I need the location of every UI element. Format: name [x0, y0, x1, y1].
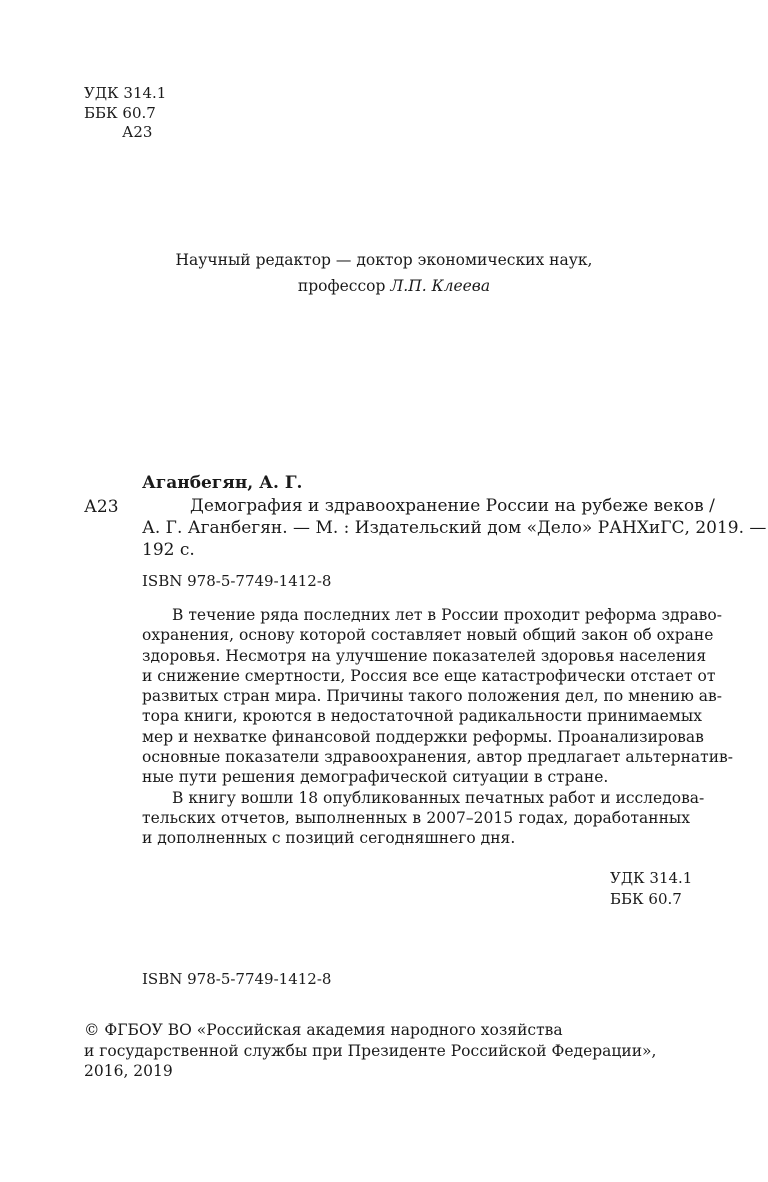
bibliographic-record	[142, 495, 767, 561]
copyright-notice	[84, 1020, 656, 1082]
udk-code: УДК 314.1	[84, 84, 167, 102]
abstract	[142, 605, 734, 849]
editor-title: профессор	[297, 277, 386, 295]
abstract-line: мер и нехватке финансовой поддержки реформы. Проанализировав	[142, 727, 704, 746]
author-heading: Аганбегян, А. Г.	[142, 473, 303, 493]
abstract-line: охранения, основу которой составляет новый общий закон об охране	[142, 626, 714, 645]
classification-codes-right	[610, 868, 692, 910]
bbk-code: ББК 60.7	[84, 103, 156, 122]
abstract-line: ные пути решения демографической ситуации в стране.	[142, 768, 609, 787]
editor-name: Л.П. Клеева	[390, 277, 491, 295]
abstract-line: и снижение смертности, Россия все еще катастрофически отстает от	[142, 666, 716, 685]
classification-codes	[84, 84, 166, 143]
abstract-line: тельских отчетов, выполненных в 2007–2015 годах, доработанных	[142, 808, 690, 827]
citation-line-3: 192 с.	[142, 540, 195, 560]
citation-line-1: Демография и здравоохранение России на рубеже веков /	[190, 496, 715, 516]
copyright-line-3: 2016, 2019	[84, 1062, 173, 1080]
editor-line-2	[0, 277, 768, 295]
bbk-code-right: ББК 60.7	[610, 890, 682, 908]
abstract-line: тора книги, кроются в недостаточной радикальности принимаемых	[142, 707, 702, 726]
abstract-line: здоровья. Несмотря на улучшение показателей здоровья населения	[142, 646, 707, 665]
abstract-line: и дополненных с позиций сегодняшнего дня.	[142, 829, 516, 848]
udk-code-right: УДК 314.1	[610, 869, 693, 887]
isbn-top: ISBN 978-5-7749-1412-8	[142, 572, 332, 590]
author-mark: А23	[122, 123, 153, 141]
copyright-line-2: и государственной службы при Президенте Российской Федерации»,	[84, 1041, 657, 1060]
citation-line-2: А. Г. Аганбегян. — М. : Издательский дом «Дело» РАНХиГС, 2019. —	[142, 518, 767, 538]
editor-line-1: Научный редактор — доктор экономических наук,	[175, 251, 593, 269]
abstract-line: В течение ряда последних лет в России проходит реформа здраво-	[172, 606, 722, 624]
copyright-line-1: © ФГБОУ ВО «Российская академия народного хозяйства	[84, 1021, 563, 1039]
isbn-bottom: ISBN 978-5-7749-1412-8	[142, 970, 332, 988]
author-index: А23	[84, 497, 119, 517]
abstract-line: В книгу вошли 18 опубликованных печатных работ и исследова-	[172, 788, 705, 807]
abstract-line: развитых стран мира. Причины такого положения дел, по мнению ав-	[142, 687, 722, 706]
abstract-line: основные показатели здравоохранения, автор предлагает альтернатив-	[142, 748, 734, 767]
